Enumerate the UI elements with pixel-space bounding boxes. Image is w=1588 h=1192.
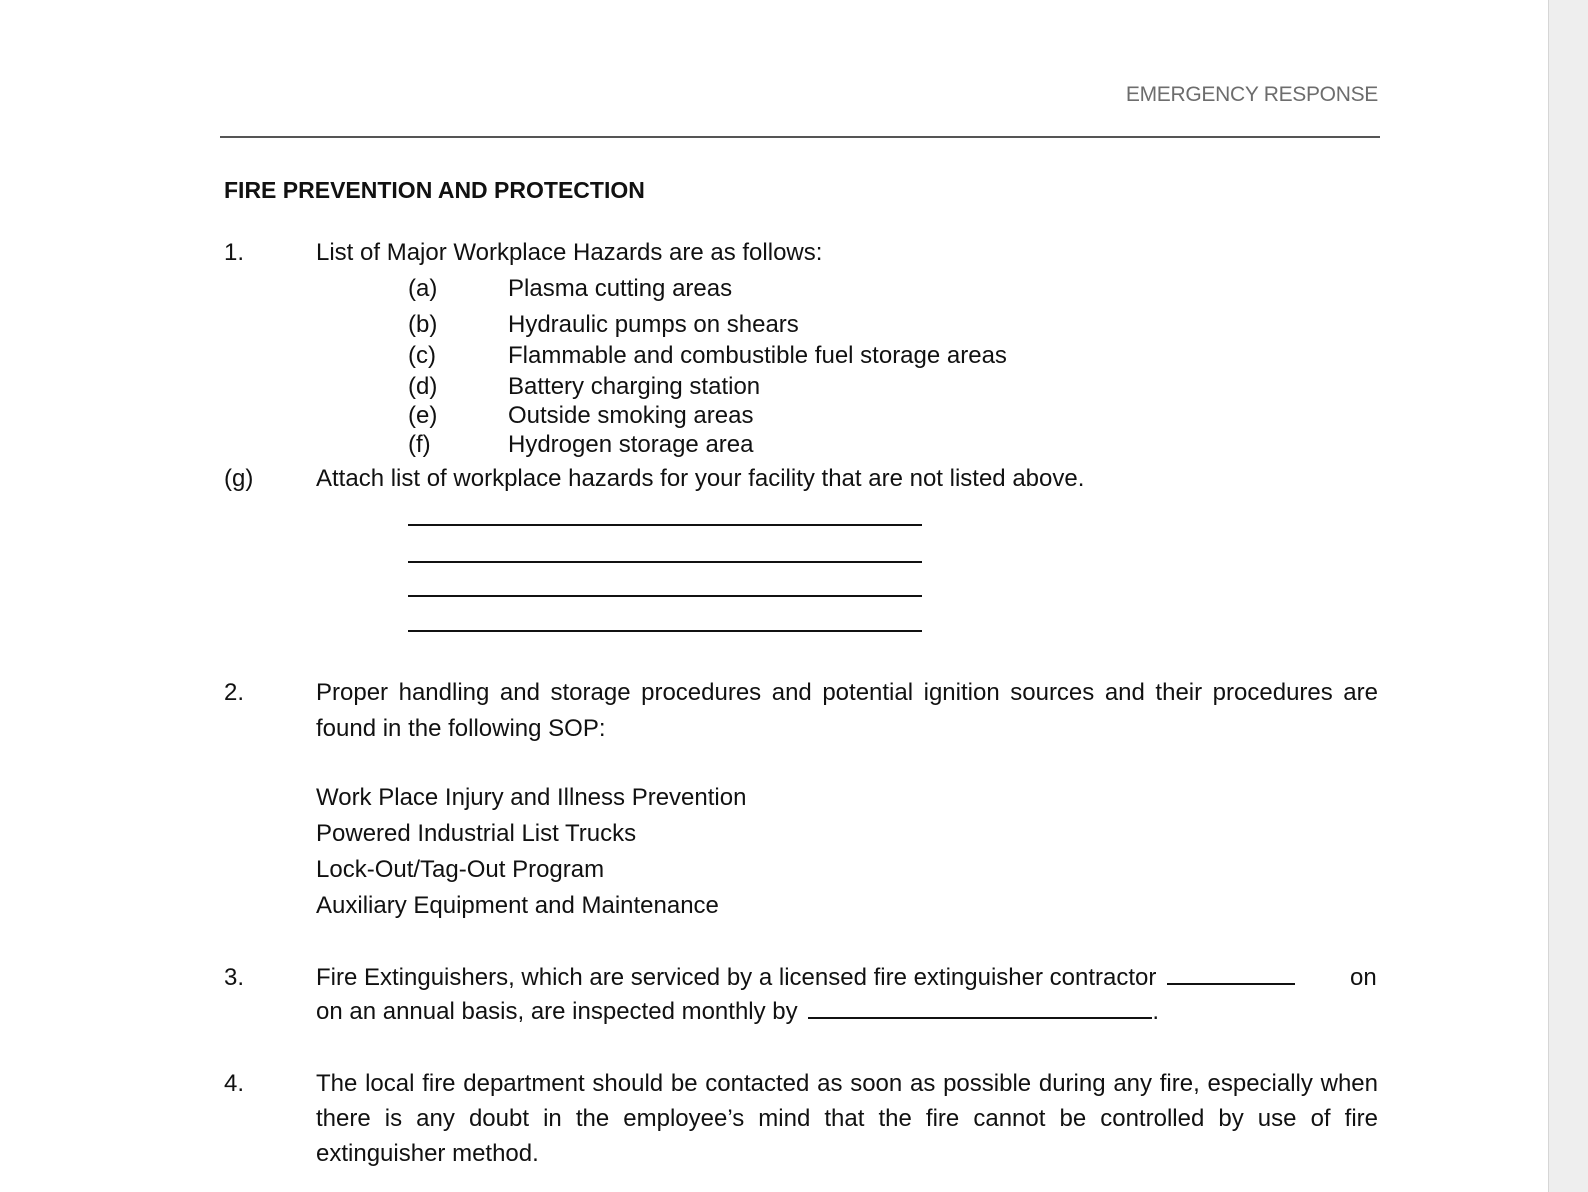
hazard-fill-line[interactable] <box>408 561 922 563</box>
inspector-blank[interactable] <box>808 995 1152 1019</box>
attach-text: Attach list of workplace hazards for your facility that are not listed above. <box>316 465 1085 492</box>
item-3-period: . <box>1152 998 1159 1025</box>
contractor-blank[interactable] <box>1167 961 1295 985</box>
hazard-text: Hydraulic pumps on shears <box>508 311 799 338</box>
hazard-letter: (c) <box>408 342 436 369</box>
running-header: EMERGENCY RESPONSE <box>1125 83 1378 106</box>
item-2-text: Proper handling and storage procedures and potential ignition sources and their procedures are found in the following SOP: <box>316 679 1378 742</box>
hazard-text: Plasma cutting areas <box>508 275 733 302</box>
sop-item: Auxiliary Equipment and Maintenance <box>316 892 719 919</box>
item-3-number: 3. <box>224 964 245 991</box>
item-3-text-part1: Fire Extinguishers, which are serviced by a licensed fire extinguisher contractor <box>316 964 1157 991</box>
item-4-text: The local fire department should be contacted as soon as possible during any fire, especially when there is any doubt in the employee’s mind that the fire cannot be controlled by use of fire extinguisher method. <box>316 1070 1378 1167</box>
sop-item: Work Place Injury and Illness Prevention <box>316 784 747 811</box>
item-1-text: List of Major Workplace Hazards are as follows: <box>316 239 823 266</box>
hazard-letter: (e) <box>408 402 438 429</box>
sop-item: Lock-Out/Tag-Out Program <box>316 856 605 883</box>
hazard-text: Flammable and combustible fuel storage areas <box>508 342 1007 369</box>
attach-letter: (g) <box>224 465 254 492</box>
hazard-letter: (f) <box>408 431 431 458</box>
hazard-fill-line[interactable] <box>408 524 922 526</box>
hazard-letter: (d) <box>408 373 438 400</box>
item-4-number: 4. <box>224 1070 245 1097</box>
item-3-line-2 <box>316 994 1159 1030</box>
hazard-text: Hydrogen storage area <box>508 431 754 458</box>
viewer-gutter <box>1548 0 1588 1192</box>
item-2-number: 2. <box>224 679 245 706</box>
header-rule <box>220 136 1380 138</box>
sop-item: Powered Industrial List Trucks <box>316 820 637 847</box>
hazard-text: Battery charging station <box>508 373 761 400</box>
item-1-number: 1. <box>224 239 245 266</box>
hazard-letter: (b) <box>408 311 438 338</box>
item-3-line-1 <box>316 960 1295 996</box>
item-3-text-part2: on an annual basis, are inspected monthly by <box>316 998 798 1025</box>
hazard-letter: (a) <box>408 275 438 302</box>
section-title: FIRE PREVENTION AND PROTECTION <box>224 177 645 203</box>
hazard-text: Outside smoking areas <box>508 402 754 429</box>
hazard-fill-line[interactable] <box>408 630 922 632</box>
item-3-on: on <box>1350 964 1377 991</box>
hazard-fill-line[interactable] <box>408 595 922 597</box>
